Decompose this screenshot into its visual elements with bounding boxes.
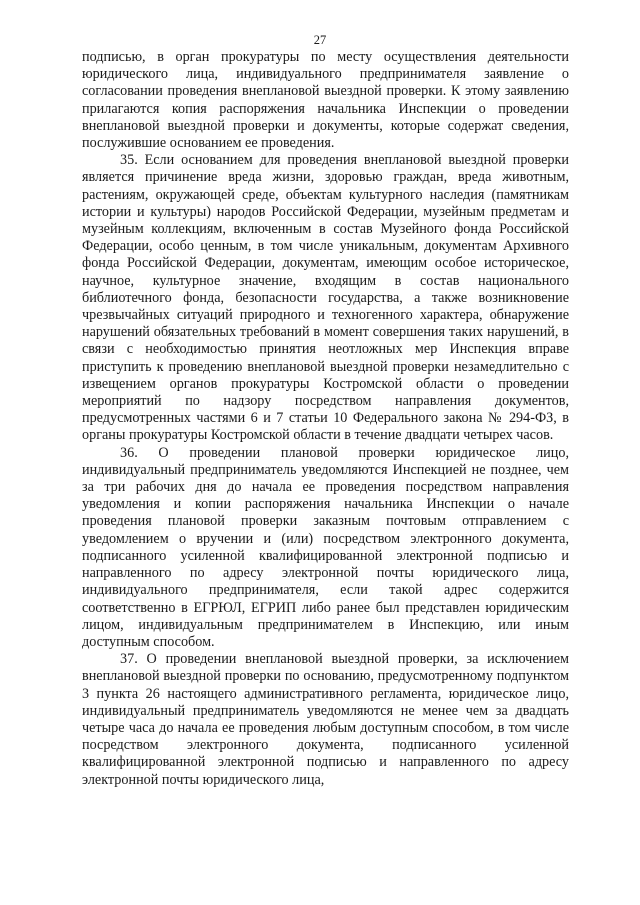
page-number: 27 xyxy=(313,33,327,47)
page-body xyxy=(82,49,569,789)
paragraph-35: 35. Если основанием для проведения внеплановой выездной проверки является причинение вреда жизни, здоровью граждан, вреда животным, растениям, окружающей среде, объектам культурного наследия (памятникам истории и культуры) народов Российской Федерации, музейным предметам и музейным коллекциям, включенным в состав Музейного фонда Российской Федерации, особо ценным, в том числе уникальным, документам Архивного фонда Российской Федерации, документам, имеющим особое историческое, научное, культурное значение, входящим в состав национального библиотечного фонда, безопасности государства, а также возникновение чрезвычайных ситуаций природного и техногенного характера, обнаружение нарушений обязательных требований в момент совершения таких нарушений, в связи с необходимостью принятия неотложных мер Инспекция вправе приступить к проведению внеплановой выездной проверки незамедлительно с извещением органов прокуратуры Костромской области о проведении мероприятий по надзору посредством направления документов, предусмотренных частями 6 и 7 статьи 10 Федерального закона № 294-ФЗ, в органы прокуратуры Костромской области в течение двадцати четырех часов. xyxy=(82,152,569,444)
paragraph-36: 36. О проведении плановой проверки юридическое лицо, индивидуальный предприниматель уведомляются Инспекцией не позднее, чем за три рабочих дня до начала ее проведения посредством направления уведомления и копии распоряжения начальника Инспекции о начале проведения плановой проверки заказным почтовым отправлением с уведомлением о вручении и (или) посредством электронного документа, подписанного усиленной квалифицированной электронной подписью и направленного по адресу электронной почты юридического лица, индивидуального предпринимателя, если такой адрес содержится соответственно в ЕГРЮЛ, ЕГРИП либо ранее был представлен юридическим лицом, индивидуальным предпринимателем в Инспекцию, или иным доступным способом. xyxy=(82,444,569,650)
paragraph-37: 37. О проведении внеплановой выездной проверки, за исключением внеплановой выездной проверки по основанию, предусмотренному подпунктом 3 пункта 26 настоящего административного регламента, юридическое лицо, индивидуальный предприниматель уведомляются не менее чем за двадцать четыре часа до начала ее проведения любым доступным способом, в том числе посредством электронного документа, подписанного усиленной квалифицированной электронной подписью и направленного по адресу электронной почты юридического лица, xyxy=(82,651,569,788)
paragraph-continuation: подписью, в орган прокуратуры по месту осуществления деятельности юридического лица, индивидуального предпринимателя заявление о согласовании проведения внеплановой выездной проверки. К этому заявлению прилагаются копия распоряжения начальника Инспекции о проведении внеплановой выездной проверки и документы, которые содержат сведения, послужившие основанием ее проведения. xyxy=(82,49,569,152)
